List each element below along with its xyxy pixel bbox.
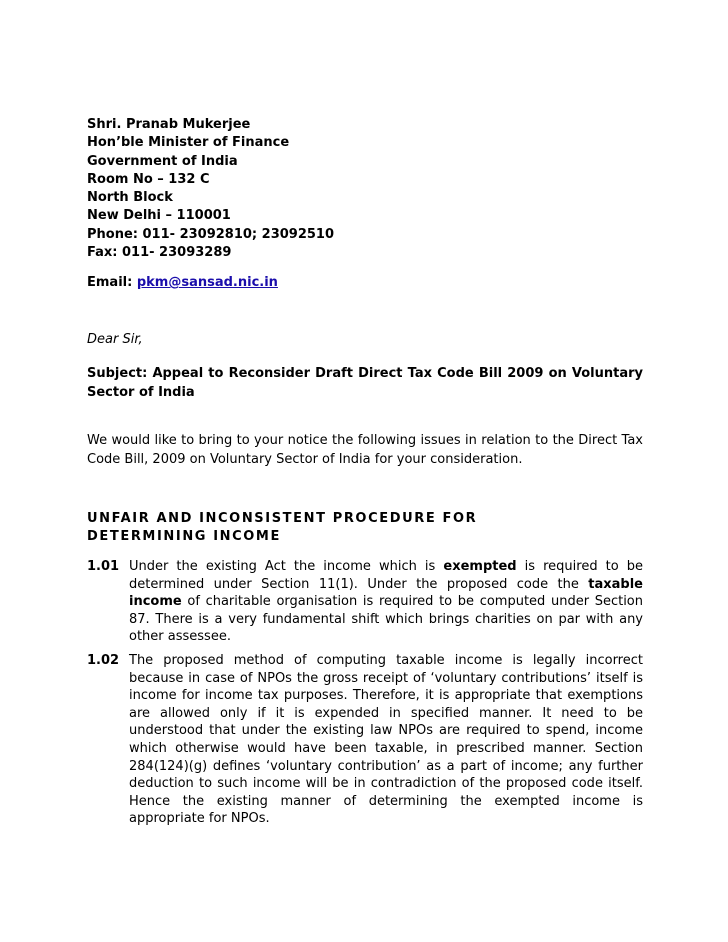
point-text: Under the existing Act the income which is [129,559,444,574]
point-emphasis-exempted: exempted [443,559,517,574]
recipient-fax: Fax: 011- 23093289 [87,245,232,261]
point-body: The proposed method of computing taxable income is legally incorrect because in case of NPOs the gross receipt of ‘voluntary contributions’ itself is income for income tax purposes. Therefore, it is appropriate that exemptions are allowed only if it is expended in specified manner. It need to be understood that under the existing law NPOs are required to spend, income which otherwise would have been taxable, in prescribed manner. Section 284(124)(g) defines ‘voluntary contribution’ as a part of income; any further deduction to such income will be in contradiction of the proposed code itself. Hence the existing manner of determining the exempted income is appropriate for NPOs. [129,653,643,827]
recipient-title: Hon’ble Minister of Finance [87,135,290,151]
section-heading-line-1: UNFAIR AND INCONSISTENT PROCEDURE FOR [87,511,478,526]
point-text: is required to be determined under Section 11(1). Under the proposed code the [129,559,644,592]
recipient-block: North Block [87,190,173,206]
recipient-city: New Delhi – 110001 [87,208,231,224]
section-heading-line-2: DETERMINING INCOME [87,528,281,544]
recipient-room: Room No – 132 C [87,171,210,187]
point-number: 1.02 [87,653,120,668]
email-link[interactable]: pkm@sansad.nic.in [136,275,278,290]
recipient-phone: Phone: 011- 23092810; 23092510 [87,226,335,242]
intro-paragraph: We would like to bring to your notice the following issues in relation to the Direct Tax Code Bill, 2009 on Voluntary Sector of India for your consideration. [87,433,643,467]
email-label: Email: [87,275,133,290]
recipient-org: Government of India [87,153,238,169]
section-heading [87,510,477,545]
point-1-01 [87,558,643,646]
point-text: of charitable organisation is required to be computed under Section 87. There is a very fundamental shift which brings charities on par with any other assessee. [129,594,643,645]
salutation: Dear Sir, [87,332,143,347]
recipient-name: Shri. Pranab Mukerjee [87,117,251,132]
point-emphasis-taxable-income: taxable income [129,576,643,610]
point-body [129,558,643,646]
point-number: 1.01 [87,559,120,574]
recipient-email-line [87,275,278,290]
recipient-address [87,116,334,262]
point-1-02 [87,652,643,828]
subject-line: Subject: Appeal to Reconsider Draft Direct Tax Code Bill 2009 on Voluntary Sector of India [87,366,643,400]
